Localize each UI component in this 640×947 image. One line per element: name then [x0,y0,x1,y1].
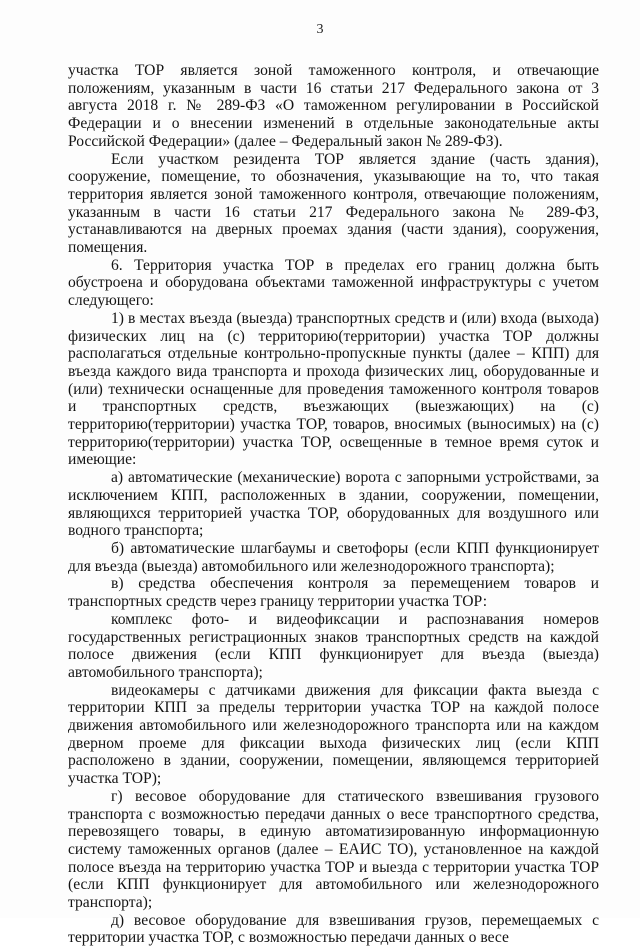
paragraph-1: участка ТОР является зоной таможенного контроля, и отвечающие положениям, указанным в части 16 статьи 217 Федерального закона от 3 августа 2018 г. № 289-ФЗ «О таможенном регулировании в Российской Федерации и о внесении изменений в отдельные законодательные акты Российской Федерации» (далее – Федеральный закон № 289-ФЗ). [68,62,599,150]
paragraph-8: комплекс фото- и видеофиксации и распознавания номеров государственных регистрационных знаков транспортных средств на каждой полосе движения (если КПП функционирует для въезда (выезда) автомобильного транспорта); [68,610,599,681]
paragraph-7: в) средства обеспечения контроля за перемещением товаров и транспортных средств через границу территории участка ТОР: [68,575,599,611]
paragraph-5: а) автоматические (механические) ворота с запорными устройствами, за исключением КПП, расположенных в здании, сооружении, помещении, являющихся территорией участка ТОР, оборудованных для воздушного или водного транспорта; [68,469,599,540]
paragraph-11: д) весовое оборудование для взвешивания грузов, перемещаемых с территории участка ТОР, с возможностью передачи данных о весе [68,911,599,947]
paragraph-6: б) автоматические шлагбаумы и светофоры (если КПП функционирует для въезда (выезда) автомобильного или железнодорожного транспорта); [68,539,599,575]
paragraph-4: 1) в местах въезда (выезда) транспортных средств и (или) входа (выхода) физических лиц на (с) территорию(территории) участка ТОР должны располагаться отдельные контрольно-пропускные пункты (далее – КПП) для въезда каждого вида транспорта и прохода физических лиц, оборудованные и (или) технически оснащенные для проведения таможенного контроля товаров и транспортных средств, въезжающих (выезжающих) на (с) территорию(территории) участка ТОР, товаров, вносимых (выносимых) на (с) территорию(территории) участка ТОР, освещенные в темное время суток и имеющие: [68,309,599,469]
paragraph-3: 6. Территория участка ТОР в пределах его границ должна быть обустроена и оборудована объектами таможенной инфраструктуры с учетом следующего: [68,256,599,310]
paragraph-2: Если участком резидента ТОР является здание (часть здания), сооружение, помещение, то обозначения, указывающие на то, что такая территория является зоной таможенного контроля, отвечающие положениям, указанным в части 16 статьи 217 Федерального закона № 289-ФЗ, устанавливаются на дверных проемах здания (части здания), сооружения, помещения. [68,150,599,257]
paragraph-9: видеокамеры с датчиками движения для фиксации факта выезда с территории КПП за пределы территории участка ТОР на каждой полосе движения автомобильного или железнодорожного транспорта или на каждом дверном проеме для фиксации выхода физических лиц (если КПП расположено в здании, сооружении, помещении, являющемся территорией участка ТОР); [68,681,599,788]
paragraph-10: г) весовое оборудование для статического взвешивания грузового транспорта с возможностью передачи данных о весе транспортного средства, перевозящего товары, в единую автоматизированную информационную систему таможенных органов (далее – ЕАИС ТО), установленное на каждой полосе въезда на территорию участка ТОР и выезда с территории участка ТОР (если КПП функционирует для автомобильного или железнодорожного транспорта); [68,787,599,912]
page-number: 3 [316,22,324,37]
document-body [68,62,599,947]
